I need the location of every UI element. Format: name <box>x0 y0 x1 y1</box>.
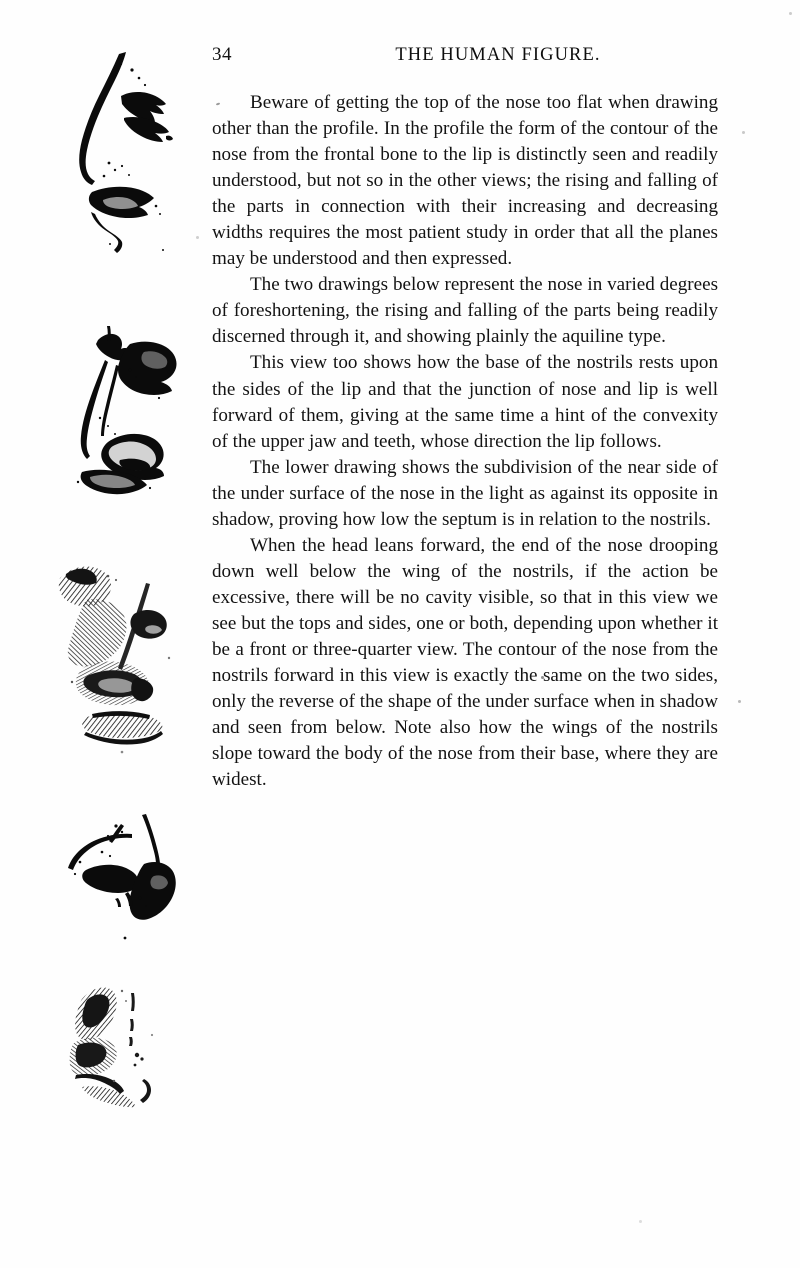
paragraph: The two drawings below represent the nose in varied degrees of foreshortening, the rising and falling of the parts being readily discerned through it, and showing plainly the aquiline type. <box>212 274 718 348</box>
scan-speck <box>639 1220 642 1223</box>
body-text-column <box>212 90 718 819</box>
nose-hatched-pencil-study <box>56 556 186 766</box>
paragraph: Beware of getting the top of the nose too flat when drawing other than the profile. In the profile the form of the contour of the nose from the frontal bone to the lip is distinctly seen and readily understood, but not so in the other views; the rising and falling of the parts in connection with their increasing and decreasing widths requires the most patient study in order that all the planes may be understood and then expressed. <box>212 92 718 270</box>
scan-speck <box>196 236 199 239</box>
running-title: THE HUMAN FIGURE. <box>395 45 601 65</box>
paragraph: When the head leans forward, the end of the nose drooping down well below the wing of the nostrils, if the action be excessive, there will be no cavity visible, so that in this view we see but the tops and sides, one or both, depending upon whether it be a front or three-quarter view. The contour of the nose from the nostrils forward in this view is exactly the same on the two sides, only the reverse of the shape of the under surface when in shadow and seen from below. Note also how the wings of the nostrils slope toward the body of the nose from their base, where they are widest. <box>212 534 718 791</box>
nose-three-quarter-ink-study <box>64 322 182 552</box>
scan-speck <box>742 131 745 134</box>
paragraph: This view too shows how the base of the nostrils rests upon the sides of the lip and that the junction of nose and lip is well forward of them, giving at the same time a hint of the convexity of the upper jaw and teeth, whose direction the lip follows. <box>212 352 718 452</box>
running-head <box>212 44 718 70</box>
scan-speck <box>738 700 741 703</box>
paragraph: The lower drawing shows the subdivision of the near side of the under surface of the nose in the light as against its opposite in shadow, proving how low the septum is in relation to the nostrils. <box>212 456 718 530</box>
page-number: 34 <box>212 44 232 65</box>
nose-profile-ink-study <box>62 44 182 304</box>
nose-drooping-hatched-study <box>64 975 172 1110</box>
nose-from-below-ink-study <box>58 806 188 956</box>
scan-speck <box>789 12 792 15</box>
